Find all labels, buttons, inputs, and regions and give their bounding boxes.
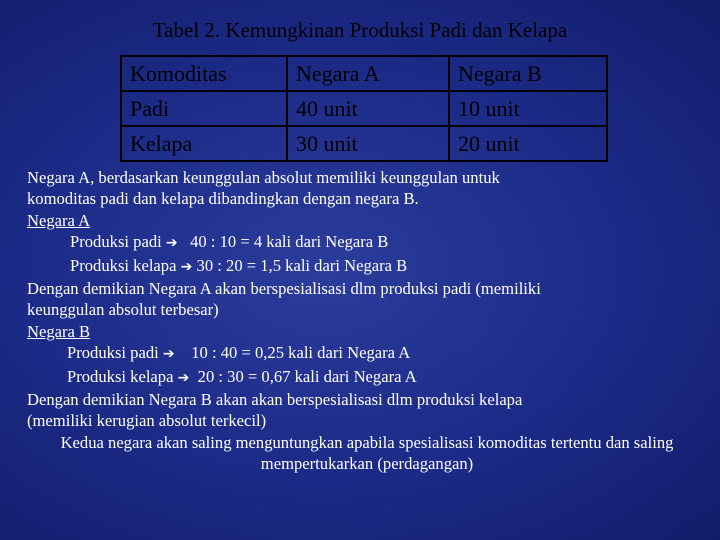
closing-statement: Kedua negara akan saling menguntungkan apabila spesialisasi komoditas tertentu dan saling mempertukarkan (perdagangan) — [60, 432, 674, 474]
conclusion-line: Dengan demikian Negara B akan akan berspesialisasi dlm produksi kelapa — [27, 390, 523, 410]
table-header-row — [121, 56, 607, 91]
negara-b-kelapa-line — [27, 366, 707, 389]
arrow-right-icon: ➔ — [162, 346, 175, 363]
table-cell: Kelapa — [121, 126, 287, 161]
table-cell: 40 unit — [287, 91, 449, 126]
paragraph-line: komoditas padi dan kelapa dibandingkan dengan negara B. — [27, 189, 419, 209]
calc-label: Produksi kelapa — [70, 255, 177, 275]
negara-b-heading: Negara B — [27, 321, 91, 341]
explanation-text — [27, 167, 707, 475]
calc-value: 40 : 10 = 4 kali dari Negara B — [190, 232, 389, 252]
negara-a-kelapa-line — [27, 255, 707, 278]
table-header-cell: Negara A — [287, 56, 449, 91]
calc-label: Produksi padi — [67, 343, 159, 363]
table-cell: 20 unit — [449, 126, 607, 161]
paragraph-line: Negara A, berdasarkan keunggulan absolut memiliki keunggulan untuk — [27, 168, 500, 187]
table-header-cell: Komoditas — [121, 56, 287, 91]
table-cell: 30 unit — [287, 126, 449, 161]
conclusion-line: (memiliki kerugian absolut terkecil) — [27, 411, 267, 431]
calc-label: Produksi kelapa — [67, 366, 174, 386]
production-table — [120, 55, 608, 162]
conclusion-line: Dengan demikian Negara A akan berspesialisasi dlm produksi padi (memiliki — [27, 279, 541, 299]
negara-a-padi-line — [27, 231, 707, 254]
table-cell: Padi — [121, 91, 287, 126]
calc-value: 20 : 30 = 0,67 kali dari Negara A — [197, 366, 417, 386]
calc-value: 10 : 40 = 0,25 kali dari Negara A — [191, 343, 411, 363]
table-cell: 10 unit — [449, 91, 607, 126]
arrow-right-icon: ➔ — [180, 258, 193, 275]
slide-title: Tabel 2. Kemungkinan Produksi Padi dan Kelapa — [152, 18, 568, 42]
table-row — [121, 126, 607, 161]
table-row — [121, 91, 607, 126]
negara-a-heading: Negara A — [27, 210, 91, 230]
table-header-cell: Negara B — [449, 56, 607, 91]
arrow-right-icon: ➔ — [177, 369, 190, 386]
negara-b-padi-line — [27, 342, 707, 365]
conclusion-line: keunggulan absolut terbesar) — [27, 300, 219, 320]
calc-label: Produksi padi — [70, 232, 162, 252]
arrow-right-icon: ➔ — [165, 235, 178, 252]
calc-value: 30 : 20 = 1,5 kali dari Negara B — [196, 255, 408, 275]
